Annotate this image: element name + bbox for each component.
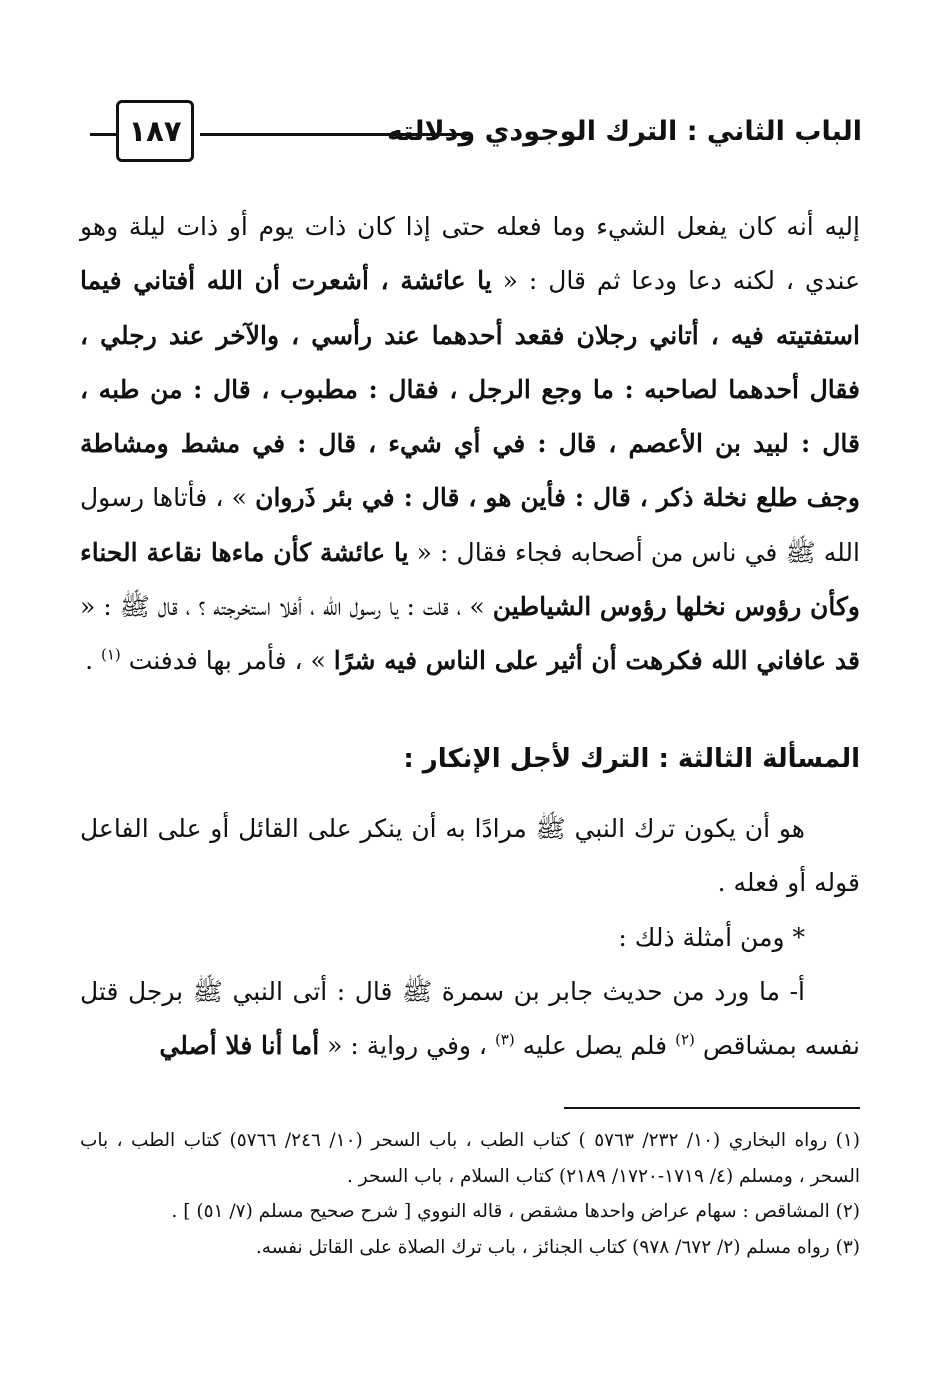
body-text (80, 200, 860, 689)
text-run: » ، قلت : يا رسول الله ، أفلا استخرجته ؟ ، قال ﷺ : « (80, 592, 493, 622)
hadith-paragraph (80, 200, 860, 689)
footnote-separator (564, 1107, 860, 1109)
text-run: ، وفي رواية : « (319, 1031, 495, 1061)
chapter-title: الباب الثاني : الترك الوجودي ودلالته (386, 116, 862, 147)
definition-paragraph: هو أن يكون ترك النبي ﷺ مرادًا به أن ينكر على القائل أو على الفاعل قوله أو فعله . (80, 814, 860, 898)
page-number: ١٨٧ (116, 100, 194, 162)
hadith-quote: يا عائشة كأن ماءها نقاعة الحناء وكأن رؤوس نخلها رؤوس الشياطين (80, 537, 860, 622)
hadith-quote: يا عائشة ، أشعرت أن الله أفتاني فيما استفتيته فيه ، أتاني رجلان فقعد أحدهما عند رأسي ، والآخر عند رجلي ، فقال أحدهما لصاحبه : ما وجع الرجل ، فقال : مطبوب ، قال : من طبه ، قال : لبيد بن الأعصم ، قال : في أي شيء ، قال : في مشط ومشاطة وجف طلع نخلة ذكر ، قال : فأين هو ، قال : في بئر ذَروان (80, 266, 860, 513)
text-run: » ، فأمر بها فدفنت (120, 646, 334, 676)
section-heading: المسألة الثالثة : الترك لأجل الإنكار : (403, 744, 860, 774)
footnotes (80, 1123, 860, 1265)
footnote-marker: (٣) (494, 1030, 515, 1049)
header-rule-left (90, 133, 116, 136)
text-run: أ- ما ورد من حديث جابر بن سمرة ﷺ قال : أتى النبي ﷺ برجل قتل نفسه بمشاقص (80, 976, 860, 1061)
hadith-quote: قد عافاني الله فكرهت أن أثير على الناس فيه شرًا (333, 646, 860, 676)
footnote: (٣) رواه مسلم (٢/ ٦٧٢/ ٩٧٨) كتاب الجنائز ، باب ترك الصلاة على القاتل نفسه. (255, 1236, 860, 1258)
text-run: . (85, 646, 101, 676)
footnote: (١) رواه البخاري (١٠/ ٢٣٢/ ٥٧٦٣ ) كتاب الطب ، باب السحر (١٠/ ٢٤٦/ ٥٧٦٦) كتاب الطب ، باب السحر ، ومسلم (٤/ ١٧١٩-١٧٢٠/ ٢١٨٩) كتاب السلام ، باب السحر . (80, 1130, 860, 1187)
footnote-marker: (٢) (675, 1030, 695, 1049)
footnote-marker: (١) (100, 646, 121, 665)
running-header (90, 100, 862, 164)
text-run: » ، فأتاها رسول الله ﷺ في ناس من أصحابه فجاء فقال : « (80, 483, 860, 567)
footnote: (٢) المشاقص : سهام عراض واحدها مشقص ، قاله النووي [ شرح صحيح مسلم (٧/ ٥١) ] . (171, 1201, 860, 1222)
text-run: فلم يصل عليه (514, 1031, 676, 1061)
hadith-quote: أما أنا فلا أصلي (159, 1031, 320, 1061)
examples-intro: * ومن أمثلة ذلك : (618, 922, 805, 952)
section-body (80, 802, 860, 1073)
text-run: إليه أنه كان يفعل الشيء وما فعله حتى إذا كان ذات يوم أو ذات ليلة وهو عندي ، لكنه دعا ودعا ثم قال : « (80, 212, 860, 296)
example-a-paragraph (80, 965, 860, 1074)
